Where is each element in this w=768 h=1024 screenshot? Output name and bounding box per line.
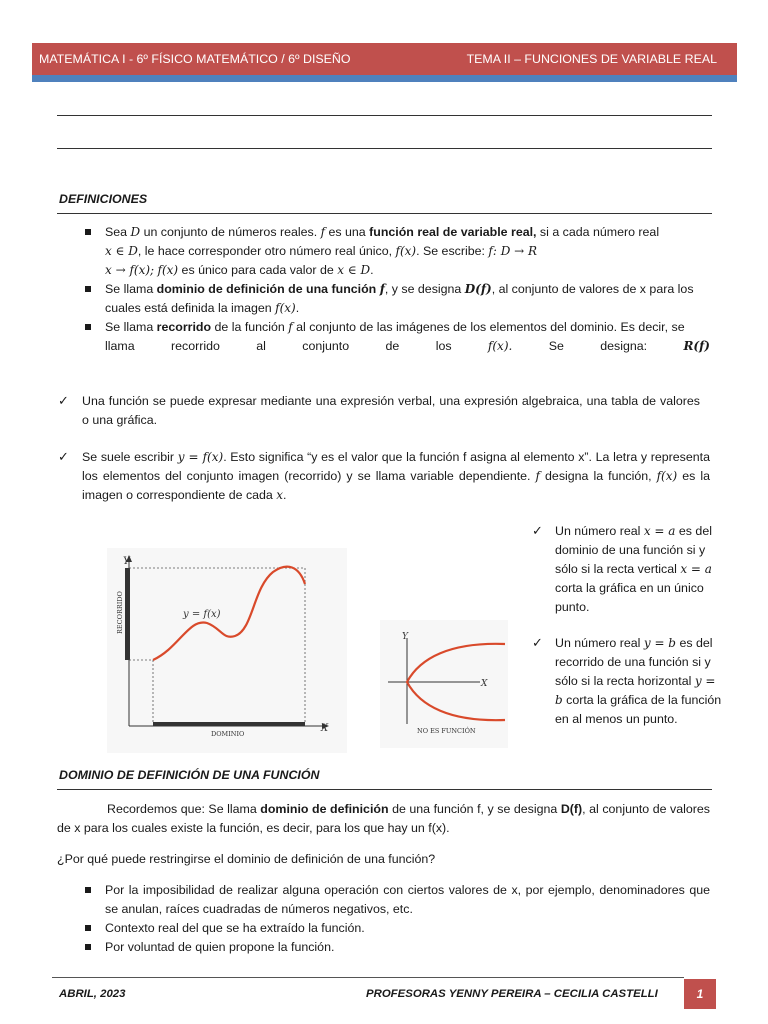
checkmark-icon: ✓	[532, 635, 543, 650]
note-representations: Una función se puede expresar mediante una expresión verbal, una expresión algebraica, una tabla de valores o una gráfica.	[82, 394, 700, 427]
domain-label: DOMINIO	[211, 730, 245, 738]
footer-authors: PROFESORAS YENNY PEREIRA – CECILIA CASTELLI	[366, 988, 658, 1000]
not-function-figure	[380, 620, 508, 748]
bullet-marker	[85, 286, 91, 292]
y-axis-label: Y	[123, 556, 130, 567]
curve-label: y = f(x)	[183, 609, 221, 620]
x-axis-label: X	[481, 679, 488, 689]
page-header	[32, 43, 737, 75]
range-label: RECORRIDO	[116, 591, 124, 634]
restriction-reason-2: Contexto real del que se ha extraído la función.	[105, 921, 365, 935]
definition-function: Sea D un conjunto de números reales. f es una función real de variable real, si a cada número real x ∈ D, le hace corresponder otro número real único, f(x). Se escribe: f: D → R x → f(x); f(x) es único para cada valor de x ∈ D.	[105, 225, 660, 277]
note-notation: Se suele escribir y = f(x). Esto significa “y es el valor que la función f asigna al elemento x”. La letra y representa los elementos del conjunto imagen (recorrido) y se llama variable dependiente. f designa la función, f(x) es la imagen o correspondiente de cada x.	[82, 450, 710, 502]
section-rule	[57, 789, 712, 790]
range-bar	[125, 568, 130, 660]
figure-caption: NO ES FUNCIÓN	[417, 727, 476, 735]
domain-recall-paragraph: Recordemos que: Se llama dominio de definición de una función f, y se designa D(f), al conjunto de valores de x para los cuales existe la función, es decir, para los que hay un f(x).	[57, 802, 710, 835]
bullet-marker	[85, 925, 91, 931]
definition-domain: Se llama dominio de definición de una función f, y se designa D(f), al conjunto de valores de x para los cuales está definida la imagen f(x).	[105, 282, 694, 315]
restriction-reason-3: Por voluntad de quien propone la función.	[105, 940, 335, 954]
header-course: MATEMÁTICA I - 6º FÍSICO MATEMÁTICO / 6º DISEÑO	[39, 52, 351, 66]
y-axis-label: Y	[402, 632, 408, 642]
blank-line-1	[57, 115, 712, 116]
note-horizontal-line-test: Un número real y = b es del recorrido de una función si y sólo si la recta horizontal y = b corta la gráfica de la función en al menos un punto.	[555, 636, 722, 726]
header-accent-strip	[32, 75, 737, 82]
function-graph-figure	[107, 548, 347, 753]
restriction-reason-1: Por la imposibilidad de realizar alguna operación con ciertos valores de x, por ejemplo, denominadores que se anulan, raíces cuadradas de números negativos, etc.	[105, 883, 710, 916]
bullet-marker	[85, 229, 91, 235]
header-topic: TEMA II – FUNCIONES DE VARIABLE REAL	[466, 52, 717, 66]
bullet-marker	[85, 887, 91, 893]
checkmark-icon: ✓	[58, 393, 69, 408]
section-title-definiciones: DEFINICIONES	[59, 192, 148, 206]
section-title-dominio: DOMINIO DE DEFINICIÓN DE UNA FUNCIÓN	[59, 768, 320, 782]
page-number: 1	[684, 979, 716, 1009]
definition-range: Se llama recorrido de la función f al conjunto de las imágenes de los elementos del dominio. Es decir, se llama recorrido al conjunto de los f(x). Se designa: R(f)	[105, 320, 710, 353]
footer-rule	[52, 977, 684, 978]
bullet-marker	[85, 944, 91, 950]
footer-date: ABRIL, 2023	[59, 988, 126, 1000]
note-vertical-line-test: Un número real x = a es del dominio de una función si y sólo si la recta vertical x = a corta la gráfica en un único punto.	[555, 524, 712, 614]
x-axis-label: X	[321, 723, 329, 734]
blank-line-2	[57, 148, 712, 149]
domain-bar	[153, 722, 305, 726]
checkmark-icon: ✓	[532, 523, 543, 538]
bullet-marker	[85, 324, 91, 330]
checkmark-icon: ✓	[58, 449, 69, 464]
domain-question: ¿Por qué puede restringirse el dominio de definición de una función?	[57, 852, 436, 866]
section-rule	[57, 213, 712, 214]
